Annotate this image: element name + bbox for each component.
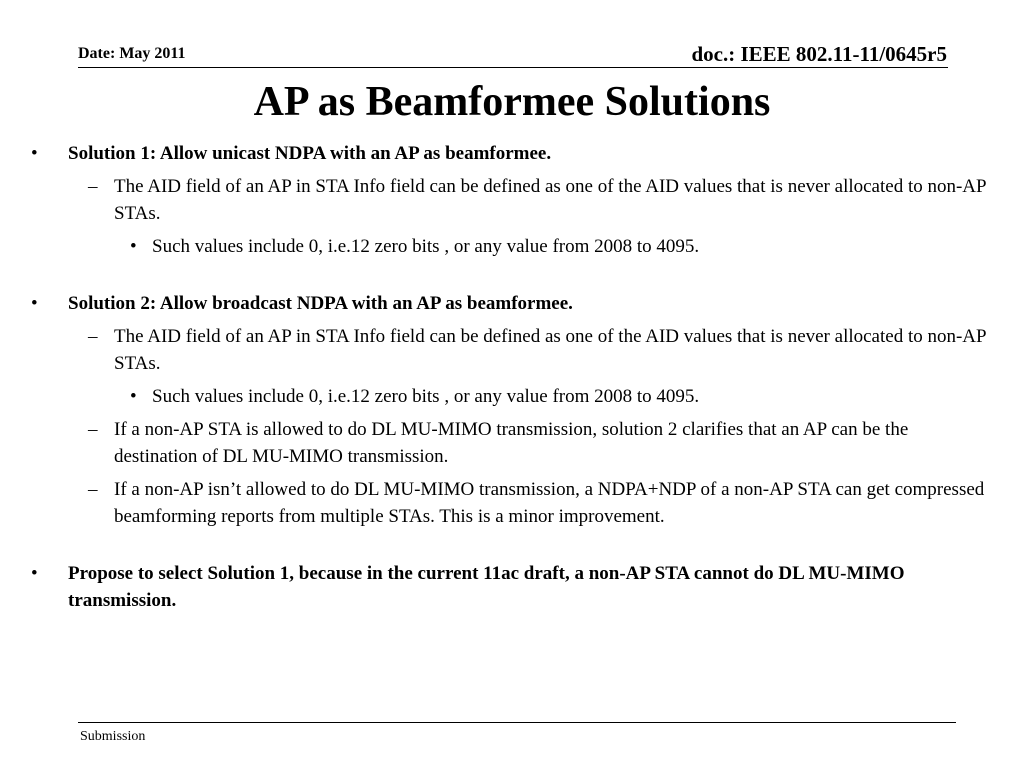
footer-divider — [78, 722, 956, 723]
sub-sub-bullet-text: Such values include 0, i.e.12 zero bits , or any value from 2008 to 4095. — [152, 386, 700, 407]
header-divider — [78, 67, 948, 68]
sub-sub-bullet-marker: • — [130, 386, 137, 407]
bullet-proposal — [0, 560, 1024, 614]
slide-title: AP as Beamformee Solutions — [253, 79, 771, 125]
spacer — [0, 530, 1024, 560]
bullet-marker: • — [31, 563, 38, 584]
header-date: Date: May 2011 — [78, 45, 186, 62]
sub-bullet-text: If a non-AP STA is allowed to do DL MU-MIMO transmission, solution 2 clarifies that an AP can be the destination of DL MU-MIMO transmission. — [114, 419, 909, 467]
sub-sub-bullet — [0, 383, 1024, 410]
header-doc-id: doc.: IEEE 802.11-11/0645r5 — [691, 42, 947, 66]
bullet-text: Propose to select Solution 1, because in the current 11ac draft, a non-AP STA cannot do DL MU-MIMO transmission. — [68, 563, 905, 611]
sub-bullet — [0, 173, 1024, 227]
sub-bullet — [0, 476, 1024, 530]
sub-bullet — [0, 323, 1024, 377]
bullet-solution-1 — [0, 140, 1024, 167]
bullet-text: Solution 2: Allow broadcast NDPA with an AP as beamformee. — [68, 293, 573, 314]
sub-bullet-text: If a non-AP isn’t allowed to do DL MU-MIMO transmission, a NDPA+NDP of a non-AP STA can get compressed beamforming reports from multiple STAs. This is a minor improvement. — [114, 479, 985, 527]
sub-bullet-marker: – — [88, 419, 98, 440]
sub-sub-bullet-text: Such values include 0, i.e.12 zero bits , or any value from 2008 to 4095. — [152, 236, 700, 257]
bullet-marker: • — [31, 293, 38, 314]
sub-bullet-text: The AID field of an AP in STA Info field can be defined as one of the AID values that is never allocated to non-AP STAs. — [114, 176, 986, 224]
bullet-text: Solution 1: Allow unicast NDPA with an AP as beamformee. — [68, 143, 552, 164]
slide-content — [0, 140, 1024, 614]
bullet-solution-2 — [0, 290, 1024, 317]
sub-sub-bullet — [0, 233, 1024, 260]
sub-bullet — [0, 416, 1024, 470]
sub-bullet-marker: – — [88, 326, 98, 347]
bullet-marker: • — [31, 143, 38, 164]
sub-bullet-marker: – — [88, 479, 98, 500]
spacer — [0, 260, 1024, 290]
footer-submission-label: Submission — [80, 729, 146, 744]
sub-bullet-marker: – — [88, 176, 98, 197]
sub-sub-bullet-marker: • — [130, 236, 137, 257]
sub-bullet-text: The AID field of an AP in STA Info field can be defined as one of the AID values that is never allocated to non-AP STAs. — [114, 326, 986, 374]
